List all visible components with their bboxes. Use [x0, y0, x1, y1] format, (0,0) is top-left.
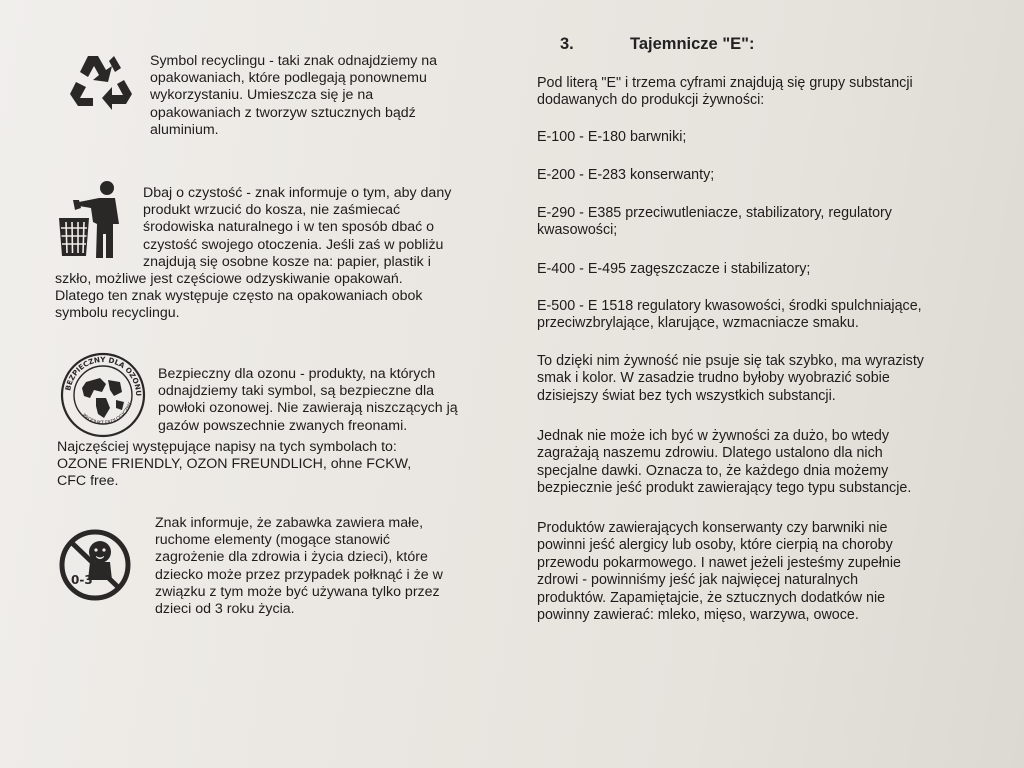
paragraph-line: E-290 - E385 przeciwutleniacze, stabilizatory, regulatory: [537, 205, 892, 221]
paragraph-line: kwasowości;: [537, 222, 618, 239]
ozone-line: CFC free.: [57, 473, 119, 490]
recycling-line: opakowaniach, które podlegają ponownemu: [150, 70, 427, 87]
tidyman-line: czystość swojego otoczenia. Jeśli zaś w pobliżu: [143, 236, 444, 253]
tidyman-line: Dbaj o czystość - znak informuje o tym, aby dany: [143, 185, 452, 201]
paragraph-line: E-100 - E-180 barwniki;: [537, 129, 687, 145]
ozone-seal-bottom-text: PRODUKT EKOLOGICZNY: [80, 401, 134, 427]
paragraph: [537, 75, 977, 110]
paragraph-line: powinny zawierać: mleko, mięso, warzywa, owoce.: [537, 607, 859, 624]
recycling-line: aluminium.: [150, 121, 219, 138]
paragraph: [537, 261, 977, 278]
not-for-under-3-icon: [58, 528, 132, 602]
tidyman-line: symbolu recyclingu.: [55, 305, 180, 322]
paragraph-line: Produktów zawierających konserwanty czy barwniki nie: [537, 520, 888, 536]
tidyman-line: Dlatego ten znak występuje często na opakowaniach obok: [55, 288, 423, 305]
toy-line: dziecko może przez przypadek połknąć i że w: [155, 566, 443, 583]
tidyman-line: środowiska naturalnego i w ten sposób dbać o: [143, 219, 435, 236]
paragraph-line: dzisiejszy świat bez tych wszystkich substancji.: [537, 387, 836, 404]
tidyman-bin-icon: [55, 178, 125, 260]
paragraph: [537, 205, 977, 240]
right-column: [520, 0, 1024, 768]
recycling-line: Symbol recyclingu - taki znak odnajdziemy na: [150, 53, 438, 69]
paragraph: [537, 167, 977, 184]
paragraph-line: zagrażają naszemu zdrowiu. Dlatego ustalono dla nich: [537, 445, 883, 462]
paragraph-line: powinni jeść alergicy lub osoby, które cierpią na choroby: [537, 537, 893, 554]
paragraph-line: dodawanych do produkcji żywności:: [537, 92, 765, 109]
toy-line: zagrożenie dla zdrowia i życia dzieci), które: [155, 549, 428, 566]
paragraph-line: E-200 - E-283 konserwanty;: [537, 167, 715, 183]
tidyman-line: znajdują się osobne kosze na: papier, plastik i: [143, 253, 431, 270]
toy-line: dzieci od 3 roku życia.: [155, 601, 295, 618]
paragraph-line: przewodu pokarmowego. I nawet jeżeli jesteśmy zupełnie: [537, 554, 901, 571]
paragraph-line: zdrowi - powinniśmy jeść jak najwięcej naturalnych: [537, 572, 859, 589]
toy-line: ruchome elementy (mogące stanowić: [155, 532, 390, 549]
ozone-globe-icon: [60, 352, 146, 438]
recycling-line: wykorzystaniu. Umieszcza się je na: [150, 87, 374, 104]
paragraph-line: Jednak nie może ich być w żywności za dużo, bo wtedy: [537, 428, 890, 444]
ozone-line: Najczęściej występujące napisy na tych symbolach to:: [57, 439, 397, 455]
toy-line: związku z tym może być używana tylko przez: [155, 583, 440, 600]
recycling-line: opakowaniach z tworzyw sztucznych bądź: [150, 104, 416, 121]
paragraph-line: bezpiecznie jeść produkt zawierający tego typu substancje.: [537, 480, 912, 497]
paragraph: [537, 298, 977, 333]
toy-line: Znak informuje, że zabawka zawiera małe,: [155, 515, 424, 531]
ozone-seal-top-text: BEZPIECZNY DLA OZONU: [63, 354, 144, 397]
paragraph: [537, 428, 977, 498]
paragraph-line: E-500 - E 1518 regulatory kwasowości, środki spulchniające,: [537, 298, 922, 314]
tidyman-line: produkt wrzucić do kosza, nie zaśmiecać: [143, 202, 401, 219]
section-title: Tajemnicze "E":: [630, 35, 755, 53]
ozone-line: OZONE FRIENDLY, OZON FREUNDLICH, ohne FCKW,: [57, 456, 412, 473]
paragraph-line: E-400 - E-495 zagęszczacze i stabilizatory;: [537, 261, 811, 277]
section-number: 3.: [560, 35, 574, 53]
paragraph-line: produktów. Zapamiętajcie, że sztucznych dodatków nie: [537, 589, 886, 606]
tidyman-line: szkło, możliwe jest częściowe odzyskiwanie opakowań.: [55, 271, 403, 287]
paragraph: [537, 353, 977, 405]
paragraph-line: przeciwzbrylające, klarujące, wzmacniacze smaku.: [537, 315, 859, 332]
paragraph-line: specjalne dawki. Oznacza to, że każdego dnia możemy: [537, 462, 889, 479]
paragraph-line: Pod literą "E" i trzema cyframi znajdują się grupy substancji: [537, 75, 913, 91]
paragraph: [537, 129, 977, 146]
recycling-icon: [68, 50, 134, 110]
paragraph: [537, 520, 977, 624]
paragraph-line: To dzięki nim żywność nie psuje się tak szybko, ma wyrazisty: [537, 353, 924, 369]
paragraph-line: smak i kolor. W zasadzie trudno byłoby wyobrazić sobie: [537, 370, 890, 387]
ozone-line: odnajdziemy taki symbol, są bezpieczne dla: [158, 383, 435, 400]
ozone-line: gazów powszechnie zwanych freonami.: [158, 417, 408, 434]
age-label: 0-3: [71, 573, 93, 587]
ozone-line: Bezpieczny dla ozonu - produkty, na których: [158, 366, 436, 382]
ozone-line: powłoki ozonowej. Nie zawierają niszczących ją: [158, 400, 458, 417]
